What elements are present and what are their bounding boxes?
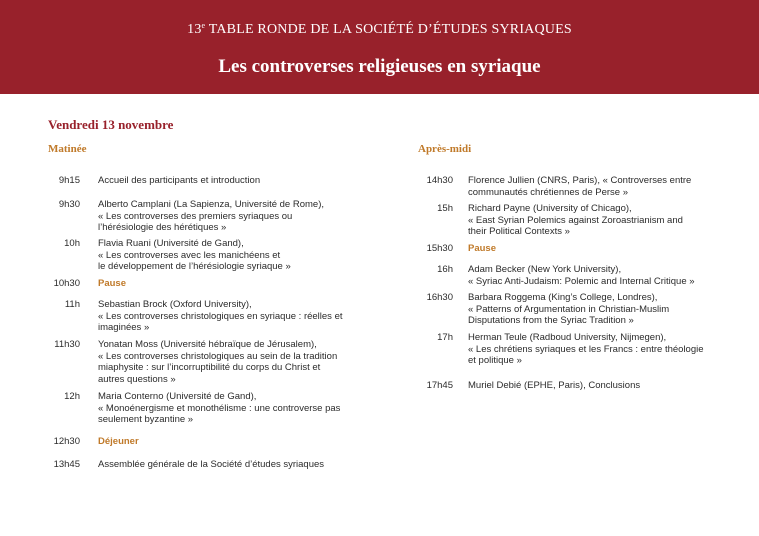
schedule-time: 12h [64, 391, 80, 402]
schedule-description: Muriel Debié (EPHE, Paris), Conclusions [468, 380, 641, 391]
schedule-description: Alberto Camplani (La Sapienza, Université de Rome), « Les controverses des premiers syriaques ou l’hérésiologie des hérétiques » [98, 199, 324, 234]
schedule-time: 11h [64, 299, 80, 310]
schedule-description: Florence Jullien (CNRS, Paris), « Controverses entre communautés chrétiennes de Perse » [468, 175, 692, 198]
schedule-description: Accueil des participants et introduction [98, 175, 261, 186]
conference-name: TABLE RONDE DE LA SOCIÉTÉ D’ÉTUDES SYRIAQUES [205, 22, 572, 37]
schedule-description: Herman Teule (Radboud University, Nijmegen), « Les chrétiens syriaques et les Francs : entre théologie et politique » [468, 332, 704, 367]
morning-heading: Matinée [48, 143, 87, 155]
conference-theme: Les controverses religieuses en syriaque [218, 56, 541, 77]
schedule-description: Yonatan Moss (Université hébraïque de Jérusalem), « Les controverses christologiques au sein de la tradition miaphysite : sur l’incorruptibilité du corps du Christ et autres questions » [98, 339, 338, 385]
afternoon-heading: Après-midi [418, 143, 472, 155]
schedule-time: 16h30 [426, 292, 453, 303]
title-banner [0, 0, 759, 94]
conference-number: 13 [187, 22, 202, 37]
schedule-description: Adam Becker (New York University), « Syriac Anti-Judaism: Polemic and Internal Critique » [468, 264, 695, 287]
schedule-time: 17h [437, 332, 453, 343]
pause-label: Pause [468, 243, 496, 254]
schedule-time: 9h30 [58, 199, 80, 210]
schedule-time: 10h [64, 238, 80, 249]
lunch-label: Déjeuner [98, 436, 139, 447]
schedule-description: Sebastian Brock (Oxford University), « Les controverses christologiques en syriaque : réelles et imaginées » [98, 299, 343, 334]
pause-label: Pause [98, 278, 126, 289]
schedule-time: 13h45 [53, 459, 80, 470]
schedule-description: Flavia Ruani (Université de Gand), « Les controverses avec les manichéens et le développement de l’hérésiologie syriaque » [98, 238, 291, 273]
schedule-description: Assemblée générale de la Société d’études syriaques [98, 459, 325, 470]
schedule-time: 11h30 [54, 339, 80, 350]
schedule-time: 15h30 [426, 243, 453, 254]
conference-title [0, 21, 759, 38]
schedule-description: Richard Payne (University of Chicago), « East Syrian Polemics against Zoroastrianism and their Political Contexts » [468, 203, 683, 238]
schedule-time: 14h30 [426, 175, 453, 186]
day-heading: Vendredi 13 novembre [48, 117, 174, 132]
schedule-time: 15h [437, 203, 453, 214]
schedule-time: 12h30 [53, 436, 80, 447]
schedule-time: 16h [437, 264, 453, 275]
ordinal-suffix: e [201, 21, 206, 30]
schedule-description: Maria Conterno (Université de Gand), « Monoénergisme et monothélisme : une controverse pas seulement byzantine » [98, 391, 341, 426]
schedule-time: 17h45 [426, 380, 453, 391]
schedule-time: 10h30 [53, 278, 80, 289]
schedule-description: Barbara Roggema (King’s College, Londres), « Patterns of Argumentation in Christian-Muslim Disputations from the Syriac Tradition » [468, 292, 670, 327]
schedule-time: 9h15 [58, 175, 80, 186]
